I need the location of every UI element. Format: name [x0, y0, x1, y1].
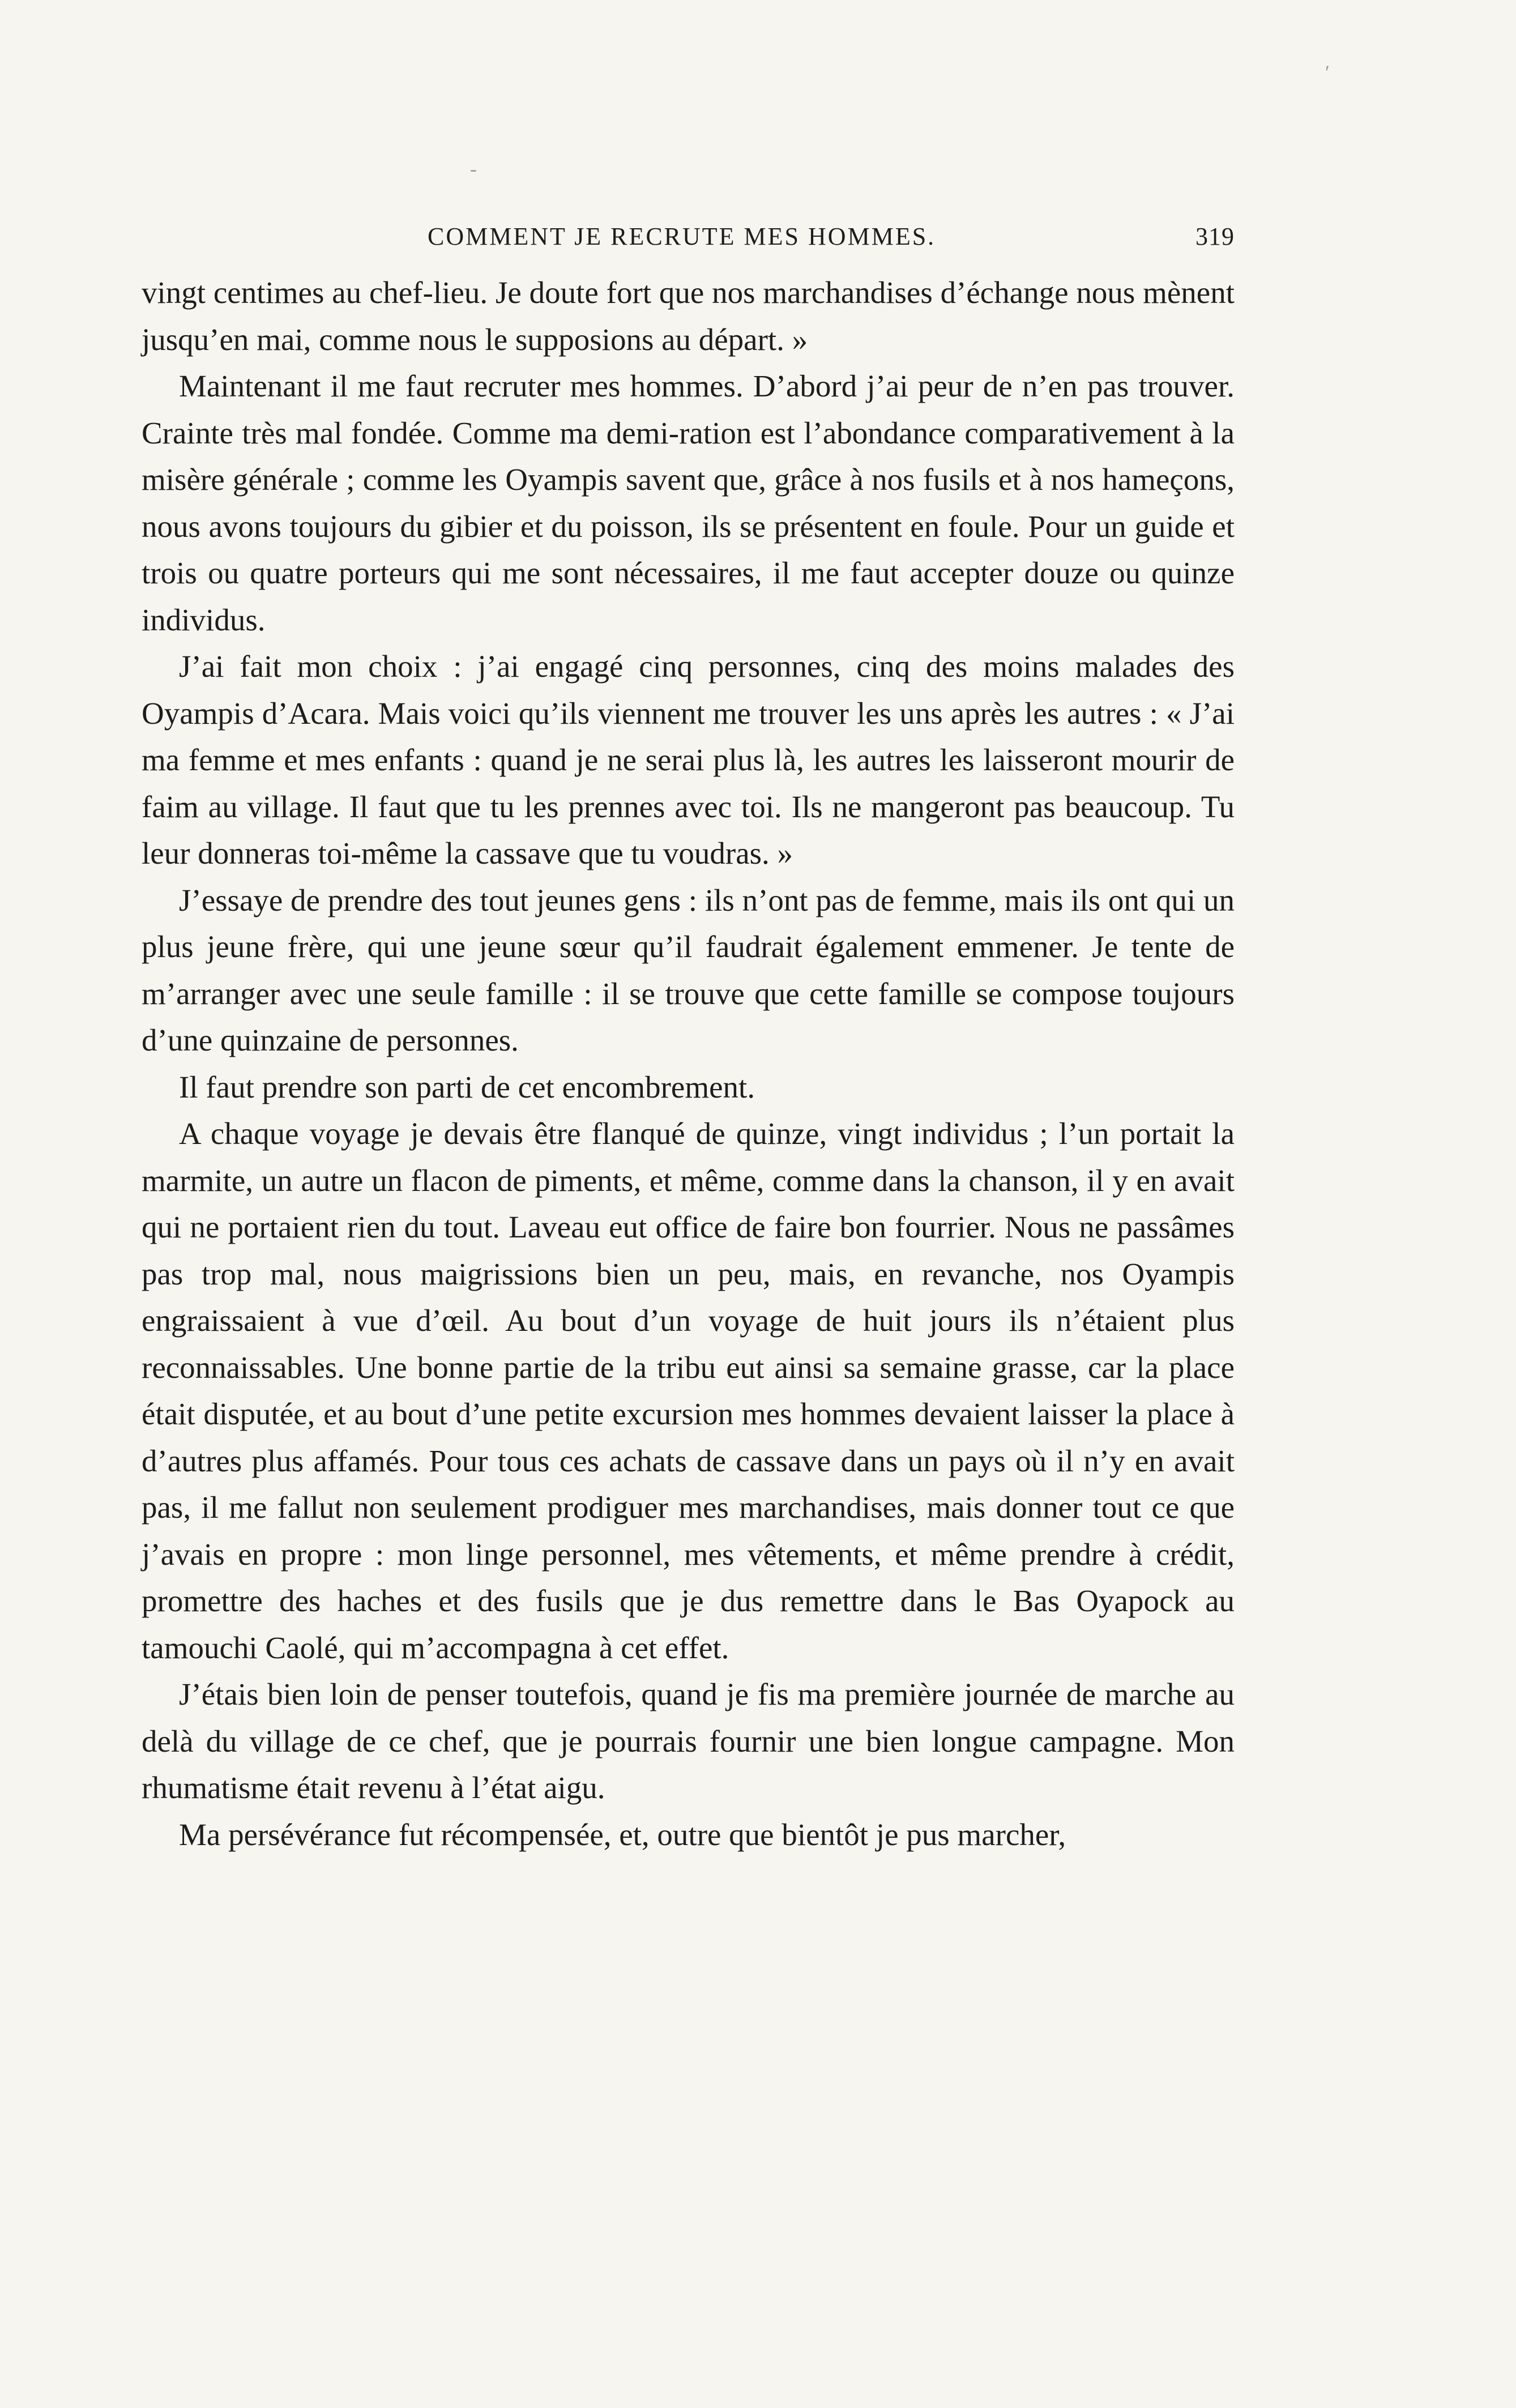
paragraph: J’essaye de prendre des tout jeunes gens : ils n’ont pas de femme, mais ils ont qui un plus jeune frère, qui une jeune sœur qu’il faudrait également emmener. Je tente de m’arranger avec une seule famille : il se trouve que cette famille se compose toujours d’une quinzaine de personnes. [142, 882, 1235, 1057]
page-number: 319 [1195, 223, 1235, 250]
running-title: COMMENT JE RECRUTE MES HOMMES. [428, 223, 936, 250]
body-text [142, 270, 1235, 1858]
paragraph: J’étais bien loin de penser toutefois, quand je fis ma première journée de marche au delà du village de ce chef, que je pourrais fournir une bien longue campagne. Mon rhumatisme était revenu à l’état aigu. [142, 1677, 1235, 1805]
speck-mark: - [470, 157, 477, 180]
paragraph: Ma persévérance fut récompensée, et, outre que bientôt je pus marcher, [179, 1817, 1066, 1852]
paragraph: A chaque voyage je devais être flanqué de quinze, vingt individus ; l’un portait la marmite, un autre un flacon de piments, et même, comme dans la chanson, il y en avait qui ne portaient rien du tout. Laveau eut office de faire bon fourrier. Nous ne passâmes pas trop mal, nous maigrissions bien un peu, mais, en revanche, nos Oyampis engraissaient à vue d’œil. Au bout d’un voyage de huit jours ils n’étaient plus reconnaissables. Une bonne partie de la tribu eut ainsi sa semaine grasse, car la place était disputée, et au bout d’une petite excursion mes hommes devaient laisser la place à d’autres plus affamés. Pour tous ces achats de cassave dans un pays où il n’y en avait pas, il me fallut non seulement prodiguer mes marchandises, mais donner tout ce que j’avais en propre : mon linge personnel, mes vêtements, et même prendre à crédit, promettre des haches et des fusils que je dus remettre dans le Bas Oyapock au tamouchi Caolé, qui m’accompagna à cet effet. [142, 1116, 1235, 1665]
paragraph: Maintenant il me faut recruter mes hommes. D’abord j’ai peur de n’en pas trouver. Crainte très mal fondée. Comme ma demi-ration est l’abondance comparativement à la misère générale ; comme les Oyampis savent que, grâce à nos fusils et à nos hameçons, nous avons toujours du gibier et du poisson, ils se présentent en foule. Pour un guide et trois ou quatre porteurs qui me sont nécessaires, il me faut accepter douze ou quinze individus. [142, 369, 1235, 637]
running-head [142, 220, 1235, 254]
paragraph: Il faut prendre son parti de cet encombrement. [179, 1069, 755, 1104]
speck-mark: ′ [1325, 61, 1330, 84]
paragraph: J’ai fait mon choix : j’ai engagé cinq personnes, cinq des moins malades des Oyampis d’Acara. Mais voici qu’ils viennent me trouver les uns après les autres : « J’ai ma femme et mes enfants : quand je ne serai plus là, les autres les laisseront mourir de faim au village. Il faut que tu les prennes avec toi. Ils ne mangeront pas beaucoup. Tu leur donneras toi-même la cassave que tu voudras. » [142, 649, 1235, 870]
paragraph-continuation: vingt centimes au chef-lieu. Je doute fort que nos marchandises d’échange nous mènent jusqu’en mai, comme nous le supposions au départ. » [142, 275, 1235, 357]
